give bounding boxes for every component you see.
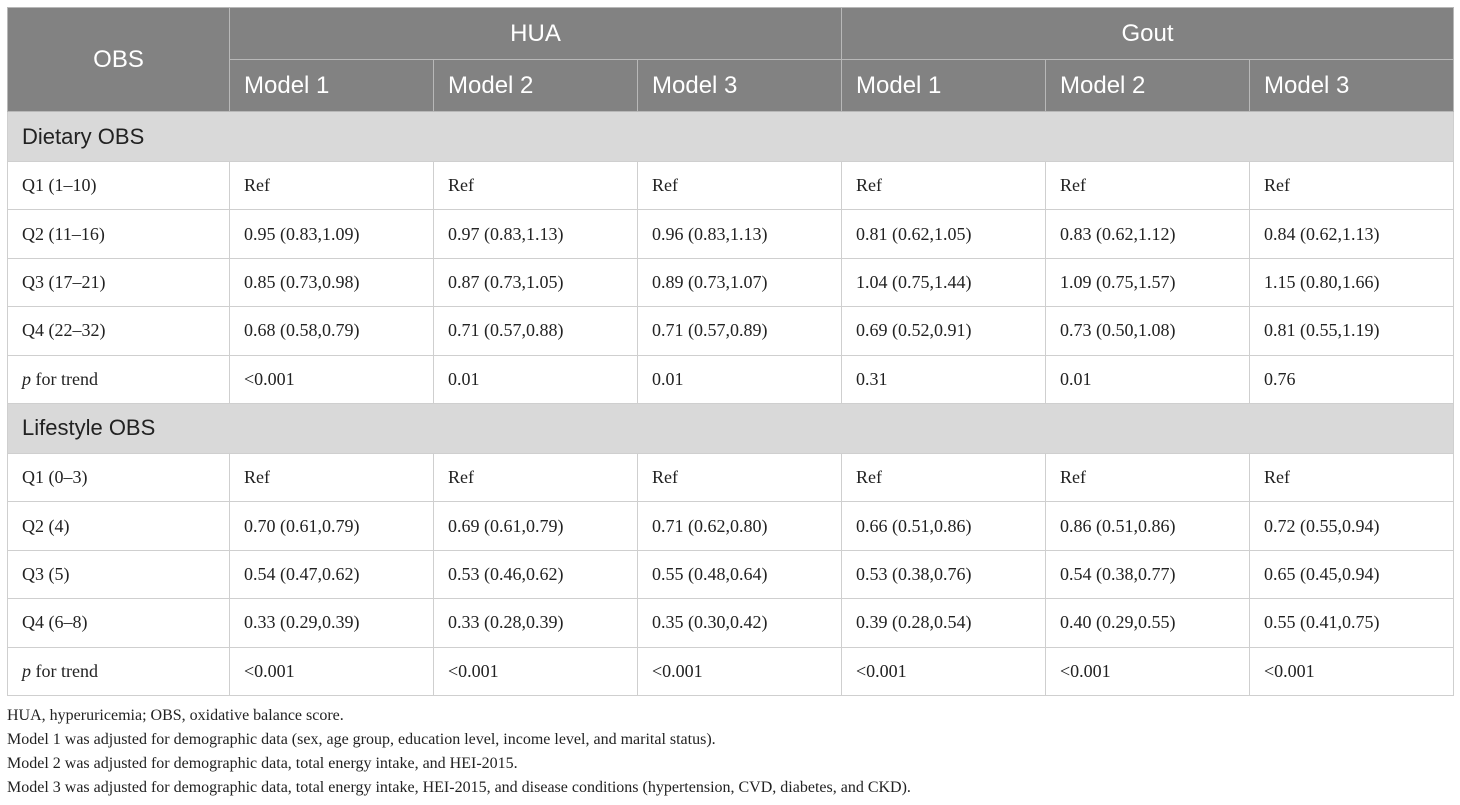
- model-header: Model 3: [638, 60, 842, 112]
- table-row: [8, 258, 1454, 306]
- table-cell: 0.72 (0.55,0.94): [1250, 502, 1454, 550]
- table-cell: 0.69 (0.52,0.91): [842, 307, 1046, 355]
- results-table-container: [7, 7, 1453, 800]
- table-cell: 0.01: [434, 355, 638, 403]
- table-cell: Ref: [638, 453, 842, 501]
- table-cell: 0.85 (0.73,0.98): [230, 258, 434, 306]
- table-cell: 0.55 (0.48,0.64): [638, 550, 842, 598]
- table-cell: 0.84 (0.62,1.13): [1250, 210, 1454, 258]
- row-label: Q1 (1–10): [8, 162, 230, 210]
- trend-label: for trend: [31, 660, 98, 681]
- p-symbol: p: [22, 368, 31, 389]
- footnote: HUA, hyperuricemia; OBS, oxidative balance score.: [7, 706, 344, 724]
- table-cell: Ref: [230, 453, 434, 501]
- footnote: Model 1 was adjusted for demographic data (sex, age group, education level, income level, and marital status).: [7, 730, 716, 748]
- section-row: [8, 403, 1454, 453]
- table-cell: Ref: [1250, 453, 1454, 501]
- model-header: Model 2: [434, 60, 638, 112]
- table-cell: 0.01: [638, 355, 842, 403]
- table-cell: <0.001: [434, 647, 638, 695]
- model-header: Model 3: [1250, 60, 1454, 112]
- table-cell: Ref: [842, 453, 1046, 501]
- table-cell: 0.33 (0.28,0.39): [434, 599, 638, 647]
- table-cell: 0.40 (0.29,0.55): [1046, 599, 1250, 647]
- section-title: Lifestyle OBS: [8, 403, 1454, 453]
- table-cell: Ref: [434, 453, 638, 501]
- footnote: Model 3 was adjusted for demographic data, total energy intake, HEI-2015, and disease conditions (hypertension, CVD, diabetes, and CKD).: [7, 778, 911, 796]
- table-cell: 0.53 (0.46,0.62): [434, 550, 638, 598]
- table-cell: 0.76: [1250, 355, 1454, 403]
- row-label: Q4 (6–8): [8, 599, 230, 647]
- table-row: [8, 599, 1454, 647]
- table-cell: 0.71 (0.57,0.88): [434, 307, 638, 355]
- table-cell: 0.81 (0.55,1.19): [1250, 307, 1454, 355]
- table-row: [8, 647, 1454, 695]
- table-cell: <0.001: [842, 647, 1046, 695]
- table-header: [8, 8, 1454, 112]
- table-cell: <0.001: [638, 647, 842, 695]
- table-cell: 0.66 (0.51,0.86): [842, 502, 1046, 550]
- model-header: Model 2: [1046, 60, 1250, 112]
- table-cell: 1.15 (0.80,1.66): [1250, 258, 1454, 306]
- table-cell: 0.71 (0.57,0.89): [638, 307, 842, 355]
- row-label: [8, 355, 230, 403]
- table-cell: 1.04 (0.75,1.44): [842, 258, 1046, 306]
- trend-label: for trend: [31, 368, 98, 389]
- table-footnotes: [7, 704, 1453, 800]
- table-cell: 0.87 (0.73,1.05): [434, 258, 638, 306]
- table-row: [8, 307, 1454, 355]
- table-cell: 0.89 (0.73,1.07): [638, 258, 842, 306]
- table-cell: Ref: [434, 162, 638, 210]
- table-cell: 0.54 (0.38,0.77): [1046, 550, 1250, 598]
- table-cell: Ref: [638, 162, 842, 210]
- table-cell: 0.55 (0.41,0.75): [1250, 599, 1454, 647]
- model-header: Model 1: [842, 60, 1046, 112]
- footnote: Model 2 was adjusted for demographic data, total energy intake, and HEI-2015.: [7, 754, 518, 772]
- model-header: Model 1: [230, 60, 434, 112]
- table-cell: Ref: [1046, 453, 1250, 501]
- table-cell: 0.54 (0.47,0.62): [230, 550, 434, 598]
- table-cell: 0.70 (0.61,0.79): [230, 502, 434, 550]
- table-row: [8, 502, 1454, 550]
- table-row: [8, 210, 1454, 258]
- table-row: [8, 550, 1454, 598]
- table-cell: Ref: [842, 162, 1046, 210]
- table-cell: 0.86 (0.51,0.86): [1046, 502, 1250, 550]
- table-cell: 0.31: [842, 355, 1046, 403]
- table-row: [8, 162, 1454, 210]
- table-cell: 0.53 (0.38,0.76): [842, 550, 1046, 598]
- table-cell: <0.001: [1250, 647, 1454, 695]
- table-cell: 0.97 (0.83,1.13): [434, 210, 638, 258]
- table-cell: 0.73 (0.50,1.08): [1046, 307, 1250, 355]
- table-cell: 0.39 (0.28,0.54): [842, 599, 1046, 647]
- table-cell: 1.09 (0.75,1.57): [1046, 258, 1250, 306]
- table-cell: 0.83 (0.62,1.12): [1046, 210, 1250, 258]
- table-cell: 0.81 (0.62,1.05): [842, 210, 1046, 258]
- table-cell: 0.71 (0.62,0.80): [638, 502, 842, 550]
- row-label: Q1 (0–3): [8, 453, 230, 501]
- row-label: Q4 (22–32): [8, 307, 230, 355]
- table-body: [8, 112, 1454, 696]
- row-label: [8, 647, 230, 695]
- p-symbol: p: [22, 660, 31, 681]
- table-cell: 0.01: [1046, 355, 1250, 403]
- table-cell: <0.001: [1046, 647, 1250, 695]
- table-cell: Ref: [1250, 162, 1454, 210]
- table-cell: 0.35 (0.30,0.42): [638, 599, 842, 647]
- table-row: [8, 355, 1454, 403]
- table-cell: Ref: [1046, 162, 1250, 210]
- table-row: [8, 453, 1454, 501]
- table-cell: 0.68 (0.58,0.79): [230, 307, 434, 355]
- row-label: Q3 (5): [8, 550, 230, 598]
- table-cell: 0.65 (0.45,0.94): [1250, 550, 1454, 598]
- section-row: [8, 112, 1454, 162]
- table-cell: 0.96 (0.83,1.13): [638, 210, 842, 258]
- row-label: Q2 (11–16): [8, 210, 230, 258]
- table-cell: <0.001: [230, 647, 434, 695]
- results-table: [7, 7, 1454, 696]
- table-cell: Ref: [230, 162, 434, 210]
- section-title: Dietary OBS: [8, 112, 1454, 162]
- table-cell: <0.001: [230, 355, 434, 403]
- table-cell: 0.33 (0.29,0.39): [230, 599, 434, 647]
- table-cell: 0.69 (0.61,0.79): [434, 502, 638, 550]
- table-cell: 0.95 (0.83,1.09): [230, 210, 434, 258]
- row-label: Q3 (17–21): [8, 258, 230, 306]
- obs-column-header: OBS: [8, 8, 230, 112]
- row-label: Q2 (4): [8, 502, 230, 550]
- gout-group-header: Gout: [842, 8, 1454, 60]
- hua-group-header: HUA: [230, 8, 842, 60]
